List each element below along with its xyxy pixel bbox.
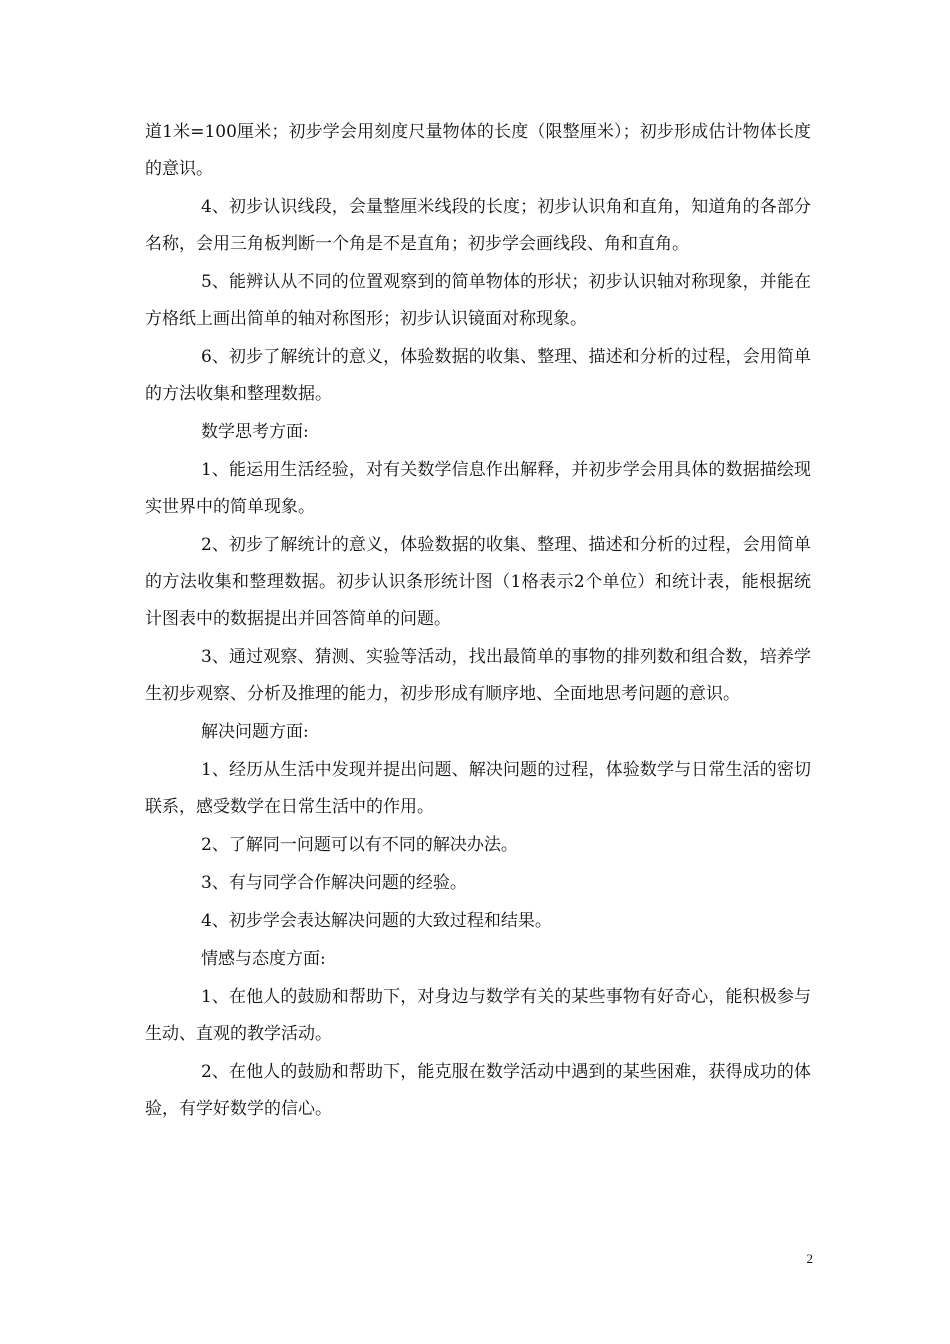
paragraph-emotion-1: 1、在他人的鼓励和帮助下，对身边与数学有关的某些事物有好奇心，能积极参与生动、直观的教学活动。 <box>145 987 811 1044</box>
paragraph-solving-4: 4、初步学会表达解决问题的大致过程和结果。 <box>201 911 552 931</box>
paragraph-thinking-1: 1、能运用生活经验，对有关数学信息作出解释，并初步学会用具体的数据描绘现实世界中的简单现象。 <box>145 460 811 517</box>
section-heading-problem-solving: 解决问题方面: <box>201 722 309 742</box>
paragraph-solving-2: 2、了解同一问题可以有不同的解决办法。 <box>201 835 518 855</box>
paragraph-thinking-2: 2、初步了解统计的意义，体验数据的收集、整理、描述和分析的过程，会用简单的方法收集和整理数据。初步认识条形统计图（1格表示2个单位）和统计表，能根据统计图表中的数据提出并回答简单的问题。 <box>145 535 811 629</box>
section-heading-math-thinking: 数学思考方面: <box>201 422 309 442</box>
paragraph-item-5: 5、能辨认从不同的位置观察到的简单物体的形状；初步认识轴对称现象，并能在方格纸上画出简单的轴对称图形；初步认识镜面对称现象。 <box>145 272 811 329</box>
paragraph-emotion-2: 2、在他人的鼓励和帮助下，能克服在数学活动中遇到的某些困难，获得成功的体验，有学好数学的信心。 <box>145 1062 811 1119</box>
paragraph-continuation: 道1米=100厘米；初步学会用刻度尺量物体的长度（限整厘米）；初步形成估计物体长度的意识。 <box>145 122 811 179</box>
paragraph-item-4: 4、初步认识线段，会量整厘米线段的长度；初步认识角和直角，知道角的各部分名称，会用三角板判断一个角是不是直角；初步学会画线段、角和直角。 <box>145 197 811 254</box>
document-body <box>145 114 811 1129</box>
paragraph-thinking-3: 3、通过观察、猜测、实验等活动，找出最简单的事物的排列数和组合数，培养学生初步观察、分析及推理的能力，初步形成有顺序地、全面地思考问题的意识。 <box>145 647 811 704</box>
paragraph-solving-1: 1、经历从生活中发现并提出问题、解决问题的过程，体验数学与日常生活的密切联系，感受数学在日常生活中的作用。 <box>145 760 811 817</box>
paragraph-solving-3: 3、有与同学合作解决问题的经验。 <box>201 873 467 893</box>
paragraph-item-6: 6、初步了解统计的意义，体验数据的收集、整理、描述和分析的过程，会用简单的方法收集和整理数据。 <box>145 347 811 404</box>
page-number: 2 <box>806 1251 813 1266</box>
section-heading-emotion-attitude: 情感与态度方面: <box>201 949 326 969</box>
